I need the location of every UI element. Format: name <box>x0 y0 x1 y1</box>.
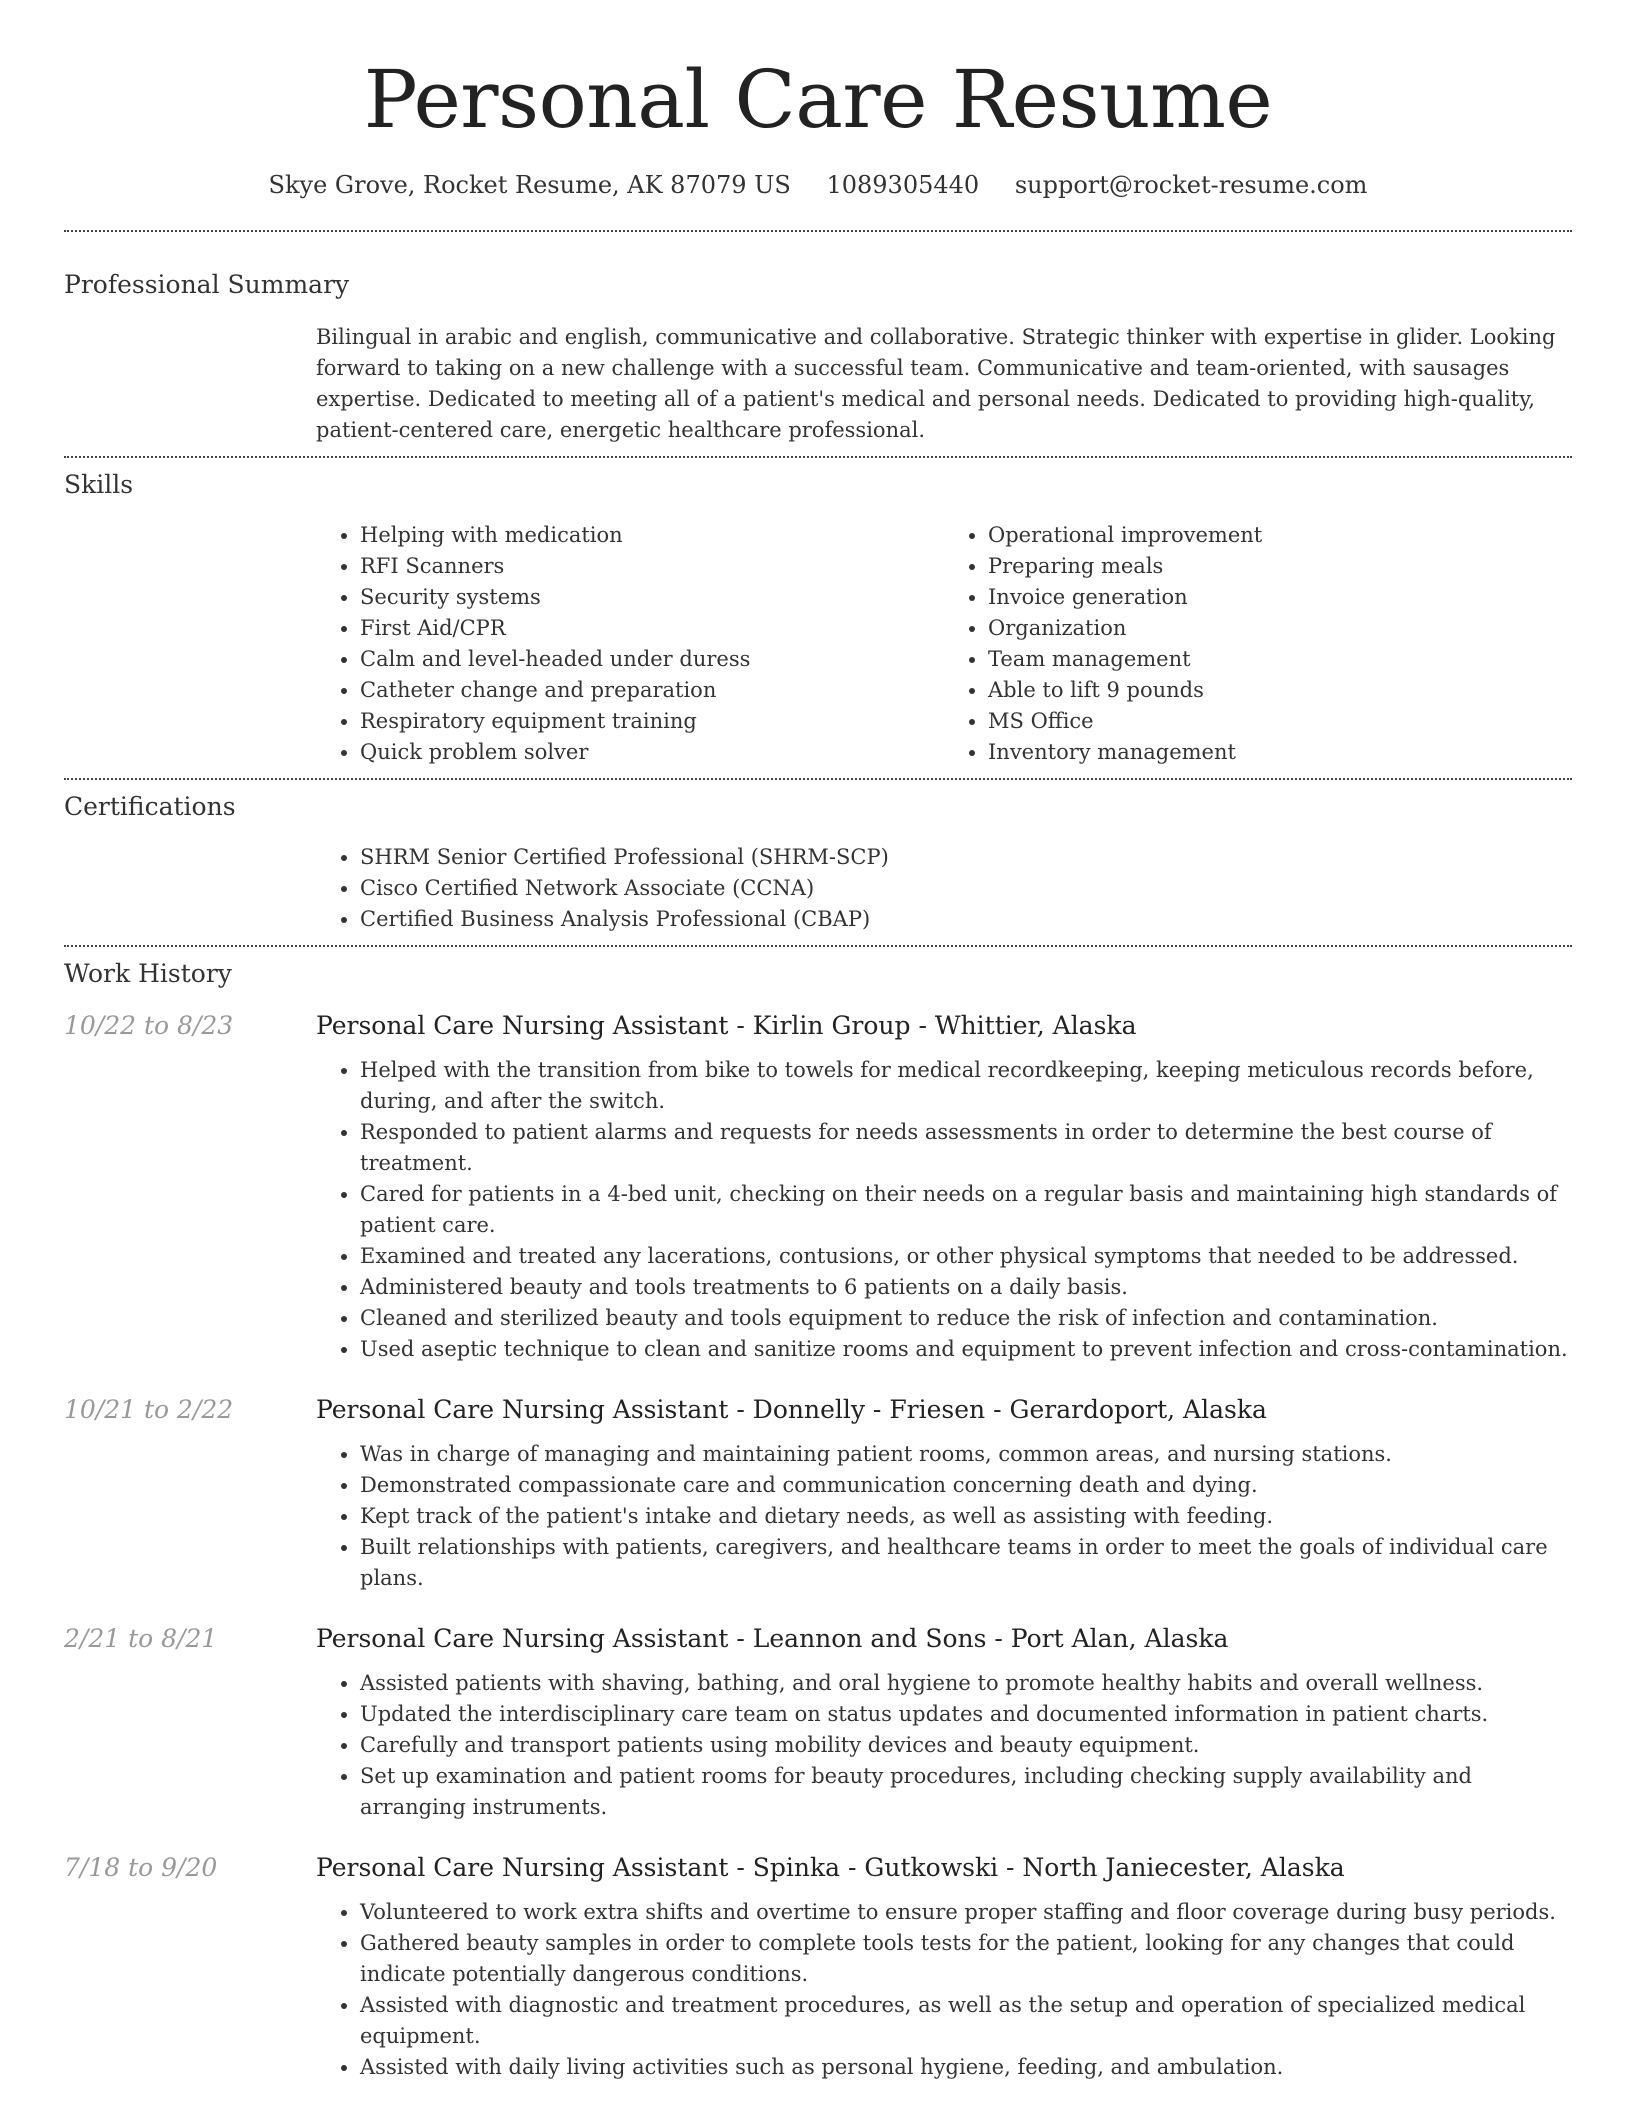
certifications-heading: Certifications <box>64 792 236 821</box>
skill-item: • First Aid/CPR <box>360 613 944 644</box>
job-bullet: • Cared for patients in a 4-bed unit, checking on their needs on a regular basis and maintaining high standards of patient care. <box>360 1179 1572 1241</box>
job-title: Personal Care Nursing Assistant - Leannon and Sons - Port Alan, Alaska <box>316 1624 1229 1653</box>
job-bullets <box>316 1897 1572 2083</box>
skill-item: • Catheter change and preparation <box>360 675 944 706</box>
contact-address: Skye Grove, Rocket Resume, AK 87079 US <box>268 171 791 199</box>
job-bullet: • Responded to patient alarms and requests for needs assessments in order to determine the best course of treatment. <box>360 1117 1572 1179</box>
job-dates: 2/21 to 8/21 <box>64 1624 218 1653</box>
summary-section <box>64 232 1572 456</box>
job-bullet: • Administered beauty and tools treatments to 6 patients on a daily basis. <box>360 1272 1572 1303</box>
job-bullet: • Used aseptic technique to clean and sanitize rooms and equipment to prevent infection and cross-contamination. <box>360 1334 1572 1365</box>
certification-item: • Certified Business Analysis Professional (CBAP) <box>360 904 1572 935</box>
job-bullet: • Carefully and transport patients using mobility devices and beauty equipment. <box>360 1730 1572 1761</box>
contact-phone: 1089305440 <box>826 171 980 199</box>
skills-section <box>64 458 1572 778</box>
job-bullet: • Demonstrated compassionate care and communication concerning death and dying. <box>360 1470 1572 1501</box>
job-bullet: • Set up examination and patient rooms for beauty procedures, including checking supply availability and arranging instruments. <box>360 1761 1572 1823</box>
job-bullet: • Assisted patients with shaving, bathing, and oral hygiene to promote healthy habits and overall wellness. <box>360 1668 1572 1699</box>
skill-item: • Team management <box>988 644 1572 675</box>
skills-list-right <box>944 520 1572 768</box>
skill-item: • Helping with medication <box>360 520 944 551</box>
resume-title: Personal Care Resume <box>363 53 1273 146</box>
skill-item: • RFI Scanners <box>360 551 944 582</box>
skill-item: • Able to lift 9 pounds <box>988 675 1572 706</box>
work-history-section <box>64 947 1572 2093</box>
job-list <box>64 1009 1572 2083</box>
skill-item: • Quick problem solver <box>360 737 944 768</box>
job-dates: 10/21 to 2/22 <box>64 1395 234 1424</box>
contact-email: support@rocket-resume.com <box>1014 171 1368 199</box>
job-bullets <box>316 1439 1572 1594</box>
skill-item: • Preparing meals <box>988 551 1572 582</box>
job-bullet: • Updated the interdisciplinary care team on status updates and documented information in patient charts. <box>360 1699 1572 1730</box>
job-bullet: • Helped with the transition from bike to towels for medical recordkeeping, keeping meticulous records before, during, and after the switch. <box>360 1055 1572 1117</box>
contact-line <box>64 168 1572 202</box>
summary-heading: Professional Summary <box>64 270 350 299</box>
certification-item: • Cisco Certified Network Associate (CCNA) <box>360 873 1572 904</box>
skill-item: • Operational improvement <box>988 520 1572 551</box>
job-title: Personal Care Nursing Assistant - Kirlin Group - Whittier, Alaska <box>316 1011 1137 1040</box>
skills-list-left <box>316 520 944 768</box>
job-bullet: • Cleaned and sterilized beauty and tools equipment to reduce the risk of infection and contamination. <box>360 1303 1572 1334</box>
job-bullet: • Assisted with diagnostic and treatment procedures, as well as the setup and operation of specialized medical equipment. <box>360 1990 1572 2052</box>
skill-item: • Organization <box>988 613 1572 644</box>
job-entry <box>64 1851 1572 2083</box>
job-bullet: • Was in charge of managing and maintaining patient rooms, common areas, and nursing stations. <box>360 1439 1572 1470</box>
summary-text: Bilingual in arabic and english, communicative and collaborative. Strategic thinker with expertise in glider. Looking forward to taking on a new challenge with a successful team. Communicative and team-oriented, with sausages expertise. Dedicated to meeting all of a patient's medical and personal needs. Dedicated to providing high-quality, patient-centered care, energetic healthcare professional. <box>316 325 1556 442</box>
resume-page <box>64 0 1572 2093</box>
skill-item: • MS Office <box>988 706 1572 737</box>
skill-item: • Inventory management <box>988 737 1572 768</box>
job-title: Personal Care Nursing Assistant - Spinka - Gutkowski - North Janiecester, Alaska <box>316 1853 1345 1882</box>
skill-item: • Security systems <box>360 582 944 613</box>
job-bullets <box>316 1055 1572 1365</box>
skills-heading: Skills <box>64 470 134 499</box>
job-bullet: • Assisted with daily living activities such as personal hygiene, feeding, and ambulation. <box>360 2052 1572 2083</box>
job-dates: 10/22 to 8/23 <box>64 1011 234 1040</box>
job-entry <box>64 1622 1572 1823</box>
job-bullet: • Kept track of the patient's intake and dietary needs, as well as assisting with feeding. <box>360 1501 1572 1532</box>
certification-item: • SHRM Senior Certified Professional (SHRM-SCP) <box>360 842 1572 873</box>
job-bullet: • Volunteered to work extra shifts and overtime to ensure proper staffing and floor coverage during busy periods. <box>360 1897 1572 1928</box>
job-bullet: • Built relationships with patients, caregivers, and healthcare teams in order to meet the goals of individual care plans. <box>360 1532 1572 1594</box>
job-bullets <box>316 1668 1572 1823</box>
certifications-list <box>316 842 1572 935</box>
skill-item: • Respiratory equipment training <box>360 706 944 737</box>
job-title: Personal Care Nursing Assistant - Donnelly - Friesen - Gerardoport, Alaska <box>316 1395 1267 1424</box>
job-entry <box>64 1393 1572 1594</box>
job-bullet: • Examined and treated any lacerations, contusions, or other physical symptoms that needed to be addressed. <box>360 1241 1572 1272</box>
job-entry <box>64 1009 1572 1365</box>
job-dates: 7/18 to 9/20 <box>64 1853 218 1882</box>
certifications-section <box>64 780 1572 945</box>
skill-item: • Calm and level-headed under duress <box>360 644 944 675</box>
job-bullet: • Gathered beauty samples in order to complete tools tests for the patient, looking for any changes that could indicate potentially dangerous conditions. <box>360 1928 1572 1990</box>
work-history-heading: Work History <box>64 959 232 988</box>
skill-item: • Invoice generation <box>988 582 1572 613</box>
